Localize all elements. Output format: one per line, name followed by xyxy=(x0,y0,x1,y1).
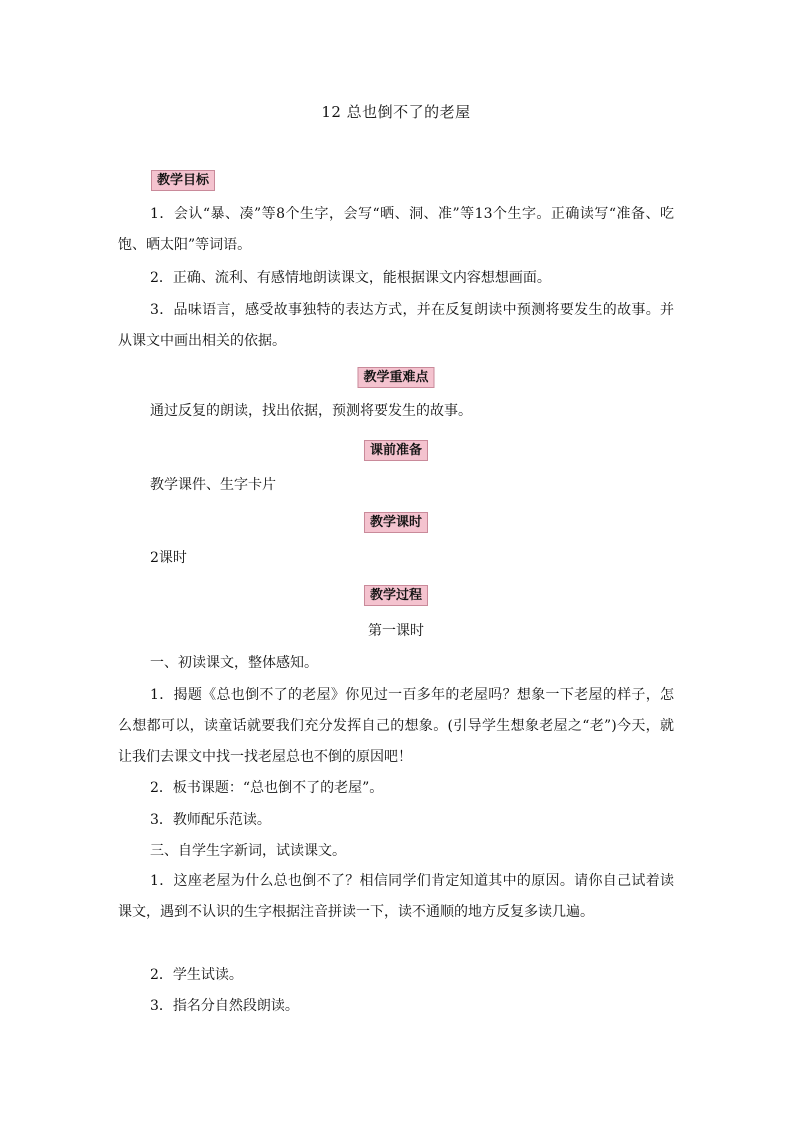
heading-preparation: 课前准备 xyxy=(364,440,428,461)
process-step-1-item-3: 3．教师配乐范读。 xyxy=(150,812,271,828)
key-points-text: 通过反复的朗读，找出依据，预测将要发生的故事。 xyxy=(150,403,472,419)
heading-objectives: 教学目标 xyxy=(151,170,215,191)
preparation-text: 教学课件、生字卡片 xyxy=(150,477,276,493)
heading-process: 教学过程 xyxy=(364,585,428,606)
process-step-1-item-2: 2．板书课题：“总也倒不了的老屋”。 xyxy=(150,780,384,796)
heading-hours: 教学课时 xyxy=(364,512,428,533)
process-step-2-item-3: 3．指名分自然段朗读。 xyxy=(150,998,299,1014)
process-step-2-item-2: 2．学生试读。 xyxy=(150,967,243,983)
process-step-2: 三、自学生字新词，试读课文。 xyxy=(150,843,346,859)
process-step-1: 一、初读课文，整体感知。 xyxy=(150,655,318,671)
objective-item-2: 2．正确、流利、有感情地朗读课文，能根据课文内容想想画面。 xyxy=(150,270,551,286)
document-title: 12 总也倒不了的老屋 xyxy=(321,103,471,121)
objective-item-3: 3．品味语言，感受故事独特的表达方式，并在反复朗读中预测将要发生的故事。并从课文中画出相关的依据。 xyxy=(118,302,674,349)
hours-text: 2课时 xyxy=(150,550,187,566)
process-step-1-item-1: 1．揭题《总也倒不了的老屋》你见过一百多年的老屋吗？想象一下老屋的样子，怎么想都可以，读童话就要我们充分发挥自己的想象。(引导学生想象老屋之“老”)今天，就让我们去课文中找一找老屋总也不倒的原因吧！ xyxy=(118,687,674,765)
process-step-2-item-1: 1．这座老屋为什么总也倒不了？相信同学们肯定知道其中的原因。请你自己试着读课文，遇到不认识的生字根据注音拼读一下，读不通顺的地方反复多读几遍。 xyxy=(118,873,674,920)
lesson-subtitle: 第一课时 xyxy=(368,623,424,639)
heading-key-points: 教学重难点 xyxy=(357,367,434,388)
objective-item-1: 1．会认“暴、凑”等8个生字，会写“晒、洞、准”等13个生字。正确读写“准备、吃饱、晒太阳”等词语。 xyxy=(118,206,674,253)
